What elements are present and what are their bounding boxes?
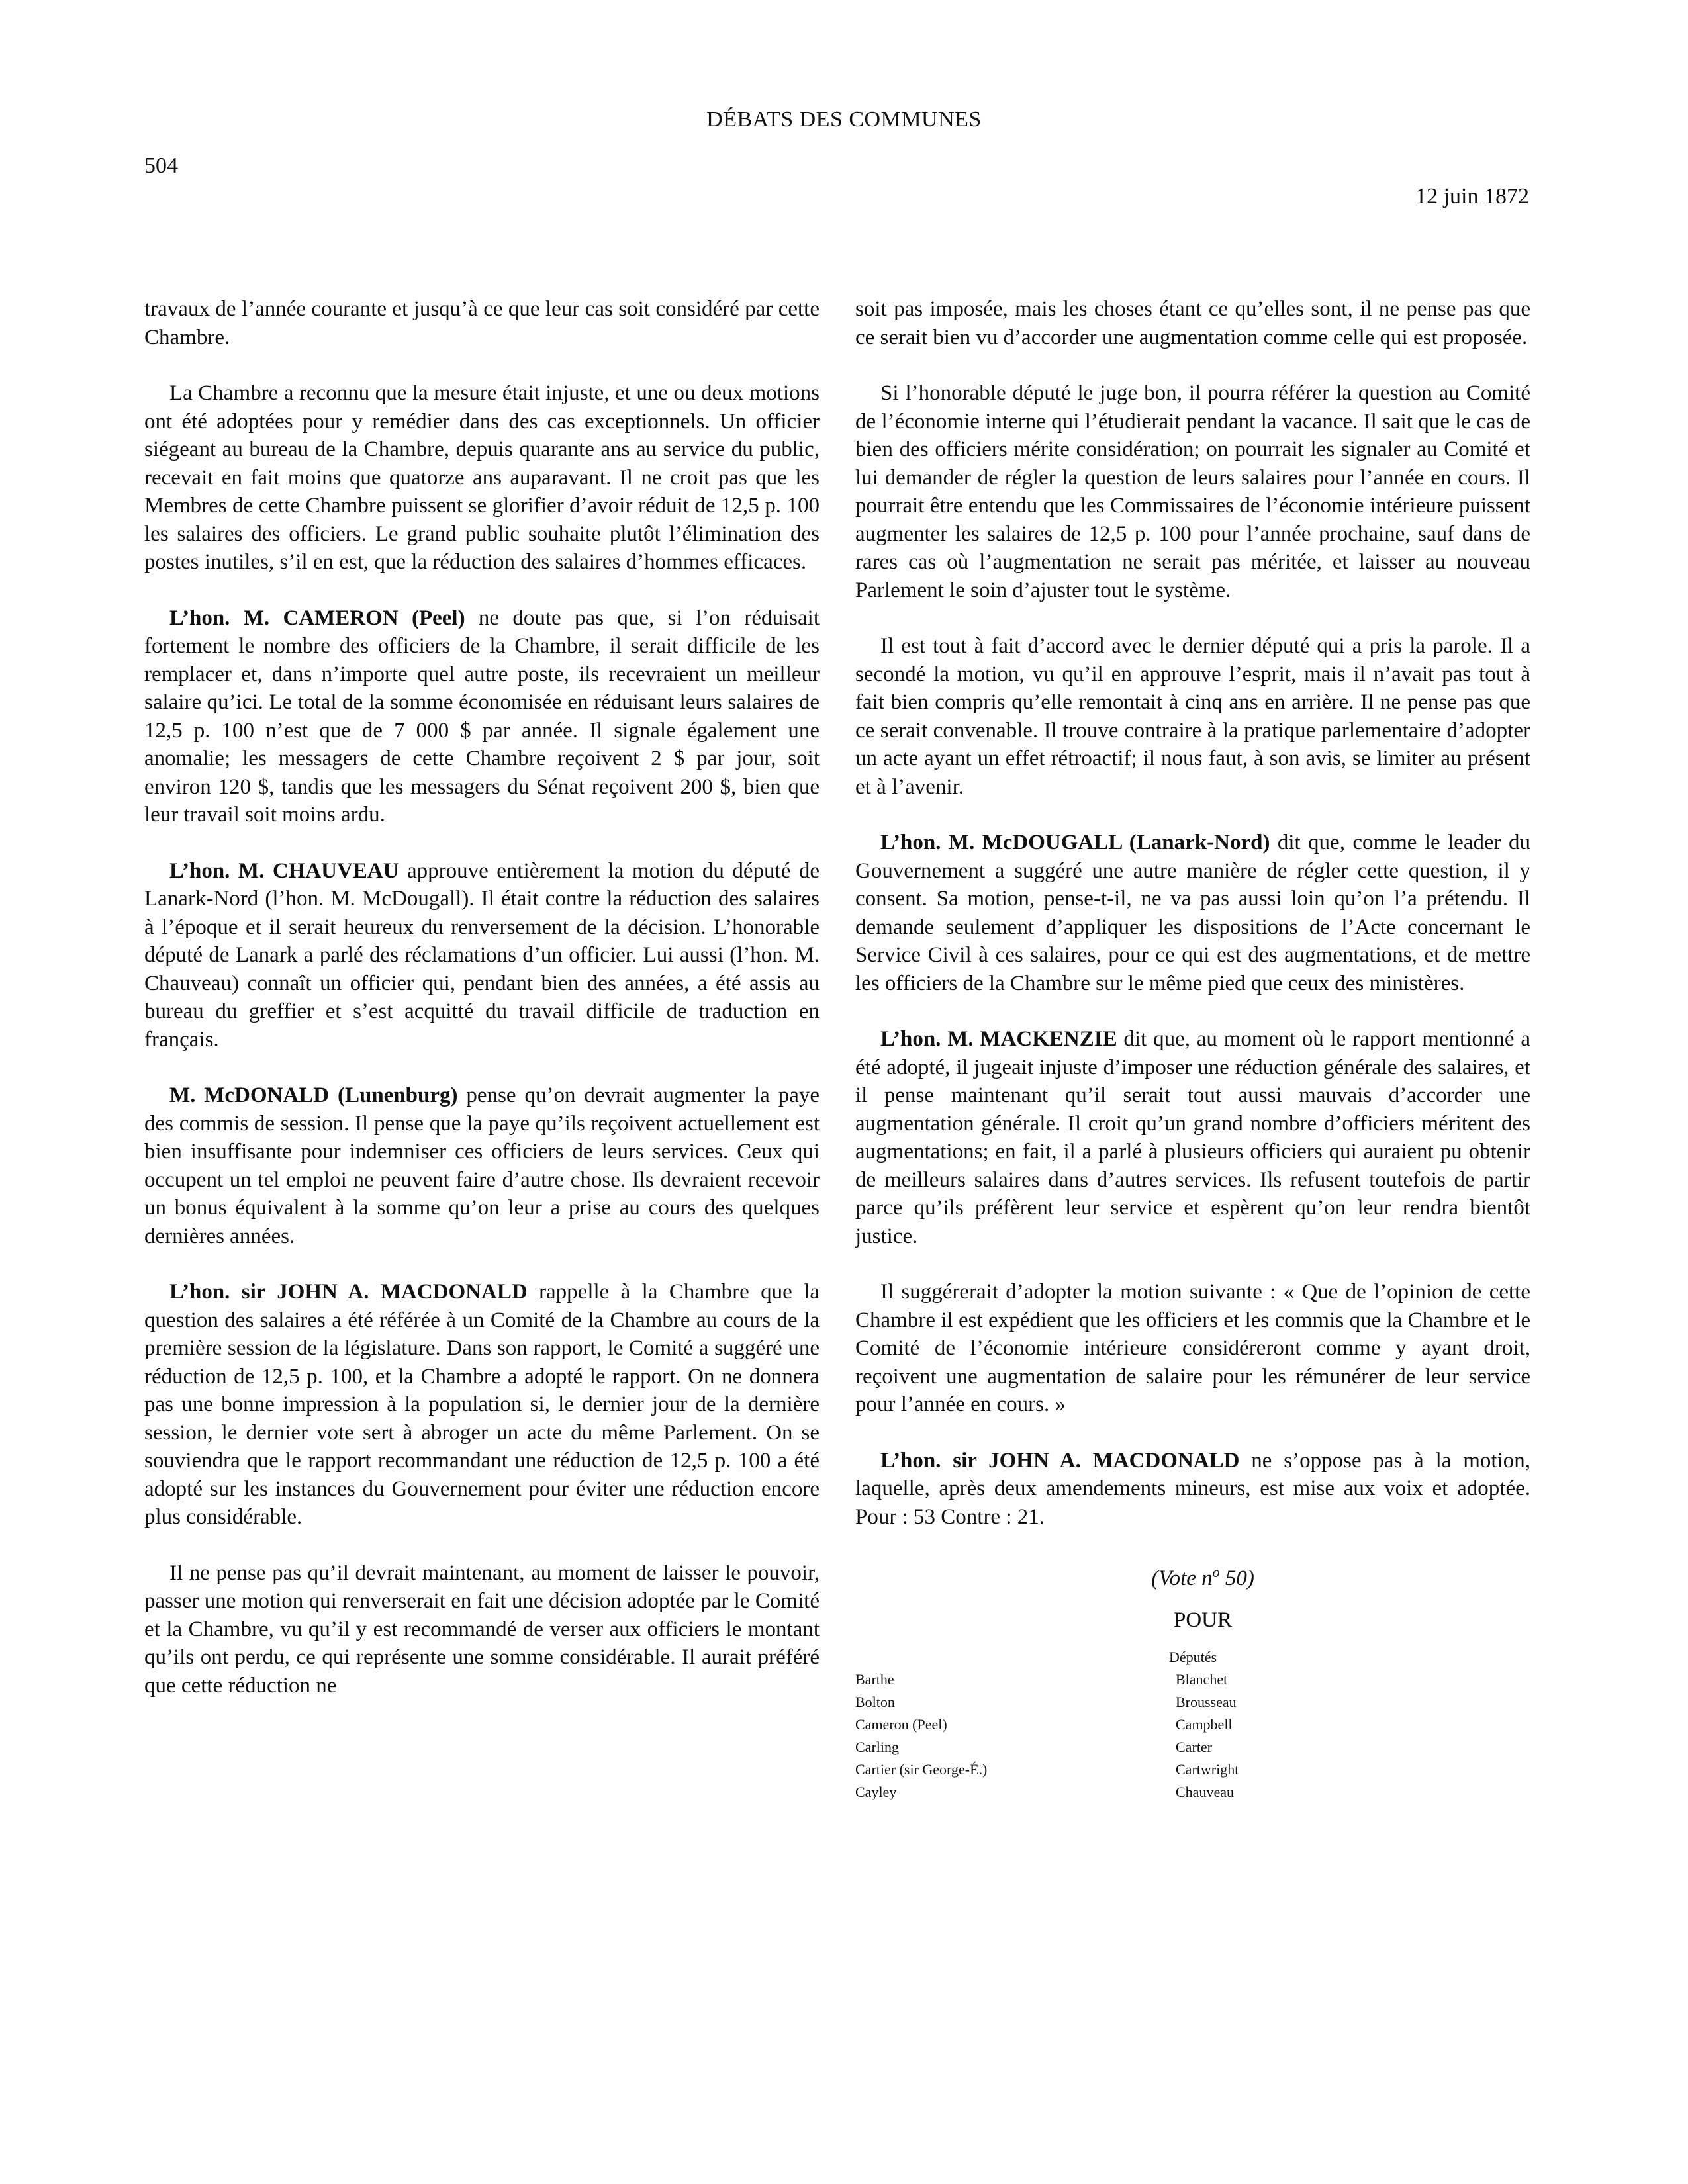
vote-result-label: POUR: [1173, 1608, 1233, 1632]
deputy-name: Carling: [855, 1739, 899, 1755]
deputy-name: Cartier (sir George-É.): [855, 1761, 988, 1778]
deputy-name: Chauveau: [1176, 1784, 1234, 1800]
speaker-name: L’hon. M. CAMERON (Peel): [169, 606, 465, 630]
deputy-name: Cayley: [855, 1784, 897, 1800]
speaker-name: L’hon. sir JOHN A. MACDONALD: [169, 1280, 528, 1304]
paragraph: L’hon. M. CAMERON (Peel) ne doute pas que, si l’on réduisait fortement le nombre des officiers de la Chambre, il serait difficile de les remplacer et, dans n’importe quel autre poste, ils recevraient un meilleur salaire qu’ici. Le total de la somme économisée en réduisant leurs salaires de 12,5 p. 100 n’est que de 7 000 $ par année. Il signale également une anomalie; les messagers de cette Chambre reçoivent 2 $ par jour, soit environ 120 $, tandis que les messagers du Sénat reçoivent 200 $, bien que leur travail soit moins ardu.: [144, 606, 820, 827]
paragraph: Il suggérerait d’adopter la motion suivante : « Que de l’opinion de cette Chambre il est expédient que les officiers et les commis que la Chambre et le Comité de l’économie intérieure considéreront comme y ayant droit, reçoivent une augmentation de salaire pour les rémunérer de leur service pour l’année en cours. »: [855, 1280, 1530, 1416]
deputy-name: Barthe: [855, 1671, 894, 1688]
paragraph: travaux de l’année courante et jusqu’à ce que leur cas soit considéré par cette Chambre.: [144, 297, 820, 349]
paragraph: soit pas imposée, mais les choses étant ce qu’elles sont, il ne pense pas que ce serait bien vu d’accorder une augmentation comme celle qui est proposée.: [855, 297, 1530, 349]
deputy-name: Brousseau: [1176, 1694, 1237, 1710]
right-column: [855, 295, 1530, 1803]
deputy-name: Blanchet: [1176, 1671, 1228, 1688]
speaker-name: L’hon. sir JOHN A. MACDONALD: [880, 1448, 1240, 1473]
running-head: DÉBATS DES COMMUNES: [706, 107, 982, 132]
deputes-label: Députés: [1169, 1649, 1217, 1665]
left-column: [144, 295, 820, 1727]
deputy-name: Campbell: [1176, 1716, 1233, 1733]
deputy-name: Cameron (Peel): [855, 1716, 947, 1733]
speaker-name: L’hon. M. McDOUGALL (Lanark-Nord): [880, 831, 1270, 854]
vote-list: [855, 1668, 1530, 1803]
paragraph: L’hon. M. McDOUGALL (Lanark-Nord) dit que, comme le leader du Gouvernement a suggéré une autre manière de régler cette question, il y consent. Sa motion, pense-t-il, ne va pas aussi loin qu’on l’a prétendu. Il demande seulement d’appliquer les dispositions de l’Acte concernant le Service Civil à ces salaires, pour ce qui est des augmentations, et de mettre les officiers de la Chambre sur le même pied que ceux des ministères.: [855, 831, 1530, 995]
page-number: 504: [144, 154, 178, 178]
paragraph: Si l’honorable député le juge bon, il pourra référer la question au Comité de l’économie interne qui l’étudierait pendant la vacance. Il sait que le cas de bien des officiers mérite considération; on pourrait les signaler au Comité et lui demander de régler la question de leurs salaires pour l’année en cours. Il pourrait être entendu que les Commissaires de l’économie intérieure puissent augmenter les salaires de 12,5 p. 100 pour l’année prochaine, sauf dans de rares cas où l’augmentation ne serait pas méritée, et laisser au nouveau Parlement le soin d’ajuster tout le système.: [855, 381, 1530, 602]
page-date: 12 juin 1872: [1415, 184, 1529, 208]
deputy-name: Bolton: [855, 1694, 895, 1710]
deputy-name: Cartwright: [1176, 1761, 1239, 1778]
vote-heading: (Vote $n^o$ 50): [1151, 1564, 1254, 1590]
deputy-name: Carter: [1176, 1739, 1212, 1755]
speaker-name: L’hon. M. MACKENZIE: [880, 1027, 1117, 1051]
speaker-name: M. McDONALD (Lunenburg): [169, 1083, 458, 1107]
paragraph: L’hon. sir JOHN A. MACDONALD ne s’oppose pas à la motion, laquelle, après deux amendements mineurs, est mise aux voix et adoptée. Pour : 53 Contre : 21.: [855, 1448, 1530, 1529]
paragraph: Il ne pense pas qu’il devrait maintenant, au moment de laisser le pouvoir, passer une motion qui renverserait en fait une décision adoptée par le Comité et la Chambre, vu qu’il y est recommandé de verser aux officiers le montant qu’ils ont perdu, ce qui représente une somme considérable. Il aurait préféré que cette réduction ne: [144, 1561, 820, 1698]
paragraph: La Chambre a reconnu que la mesure était injuste, et une ou deux motions ont été adoptées pour y remédier dans des cas exceptionnels. Un officier siégeant au bureau de la Chambre, depuis quarante ans au service du public, recevait en fait moins que quatorze ans auparavant. Il ne croit pas que les Membres de cette Chambre puissent se glorifier d’avoir réduit de 12,5 p. 100 les salaires des officiers. Le grand public souhaite plutôt l’élimination des postes inutiles, s’il en est, que la réduction des salaires d’hommes efficaces.: [144, 381, 820, 574]
paragraph: L’hon. M. CHAUVEAU approuve entièrement la motion du député de Lanark-Nord (l’hon. M. McDougall). Il était contre la réduction des salaires à l’époque et il serait heureux du renversement de la décision. L’honorable député de Lanark a parlé des réclamations d’un officier. Lui aussi (l’hon. M. Chauveau) connaît un officier qui, pendant bien des années, a été assis au bureau du greffier et s’est acquitté du travail difficile de traduction en français.: [144, 858, 820, 1052]
paragraph: L’hon. M. MACKENZIE dit que, au moment où le rapport mentionné a été adopté, il jugeait injuste d’imposer une réduction générale des salaires, et il pense maintenant qu’il serait tout aussi mauvais d’accorder une augmentation générale. Il croit qu’un grand nombre d’officiers méritent des augmentations; en fait, il a parlé à plusieurs officiers qui auraient pu obtenir de meilleurs salaires dans d’autres services. Ils refusent toutefois de partir parce qu’ils préfèrent leur service et espèrent qu’on leur rendra bientôt justice.: [855, 1027, 1530, 1248]
paragraph: M. McDONALD (Lunenburg) pense qu’on devrait augmenter la paye des commis de session. Il pense que la paye qu’ils reçoivent actuellement est bien insuffisante pour indemniser ces officiers de leurs services. Ceux qui occupent un tel emploi ne peuvent faire d’autre chose. Ils devraient recevoir un bonus équivalent à la somme qu’on leur a prise au cours des quelques dernières années.: [144, 1083, 820, 1248]
paragraph: Il est tout à fait d’accord avec le dernier député qui a pris la parole. Il a secondé la motion, vu qu’il en approuve l’esprit, mais il n’avait pas tout à fait bien compris qu’elle remontait à cinq ans en arrière. Il ne pense pas que ce serait convenable. Il trouve contraire à la pratique parlementaire d’adopter un acte ayant un effet rétroactif; il nous faut, à son avis, se limiter au présent et à l’avenir.: [855, 634, 1530, 799]
speaker-name: L’hon. M. CHAUVEAU: [169, 858, 399, 883]
paragraph: L’hon. sir JOHN A. MACDONALD rappelle à la Chambre que la question des salaires a été référée à un Comité de la Chambre au cours de la première session de la législature. Dans son rapport, le Comité a suggéré une réduction de 12,5 p. 100, et la Chambre a adopté le rapport. On ne donnera pas une bonne impression à la population si, le dernier jour de la dernière session, le dernier vote sert à abroger un acte du même Parlement. On se souviendra que le rapport recommandant une réduction de 12,5 p. 100 a été adopté sur les instances du Gouvernement pour éviter une réduction encore plus considérable.: [144, 1280, 820, 1529]
